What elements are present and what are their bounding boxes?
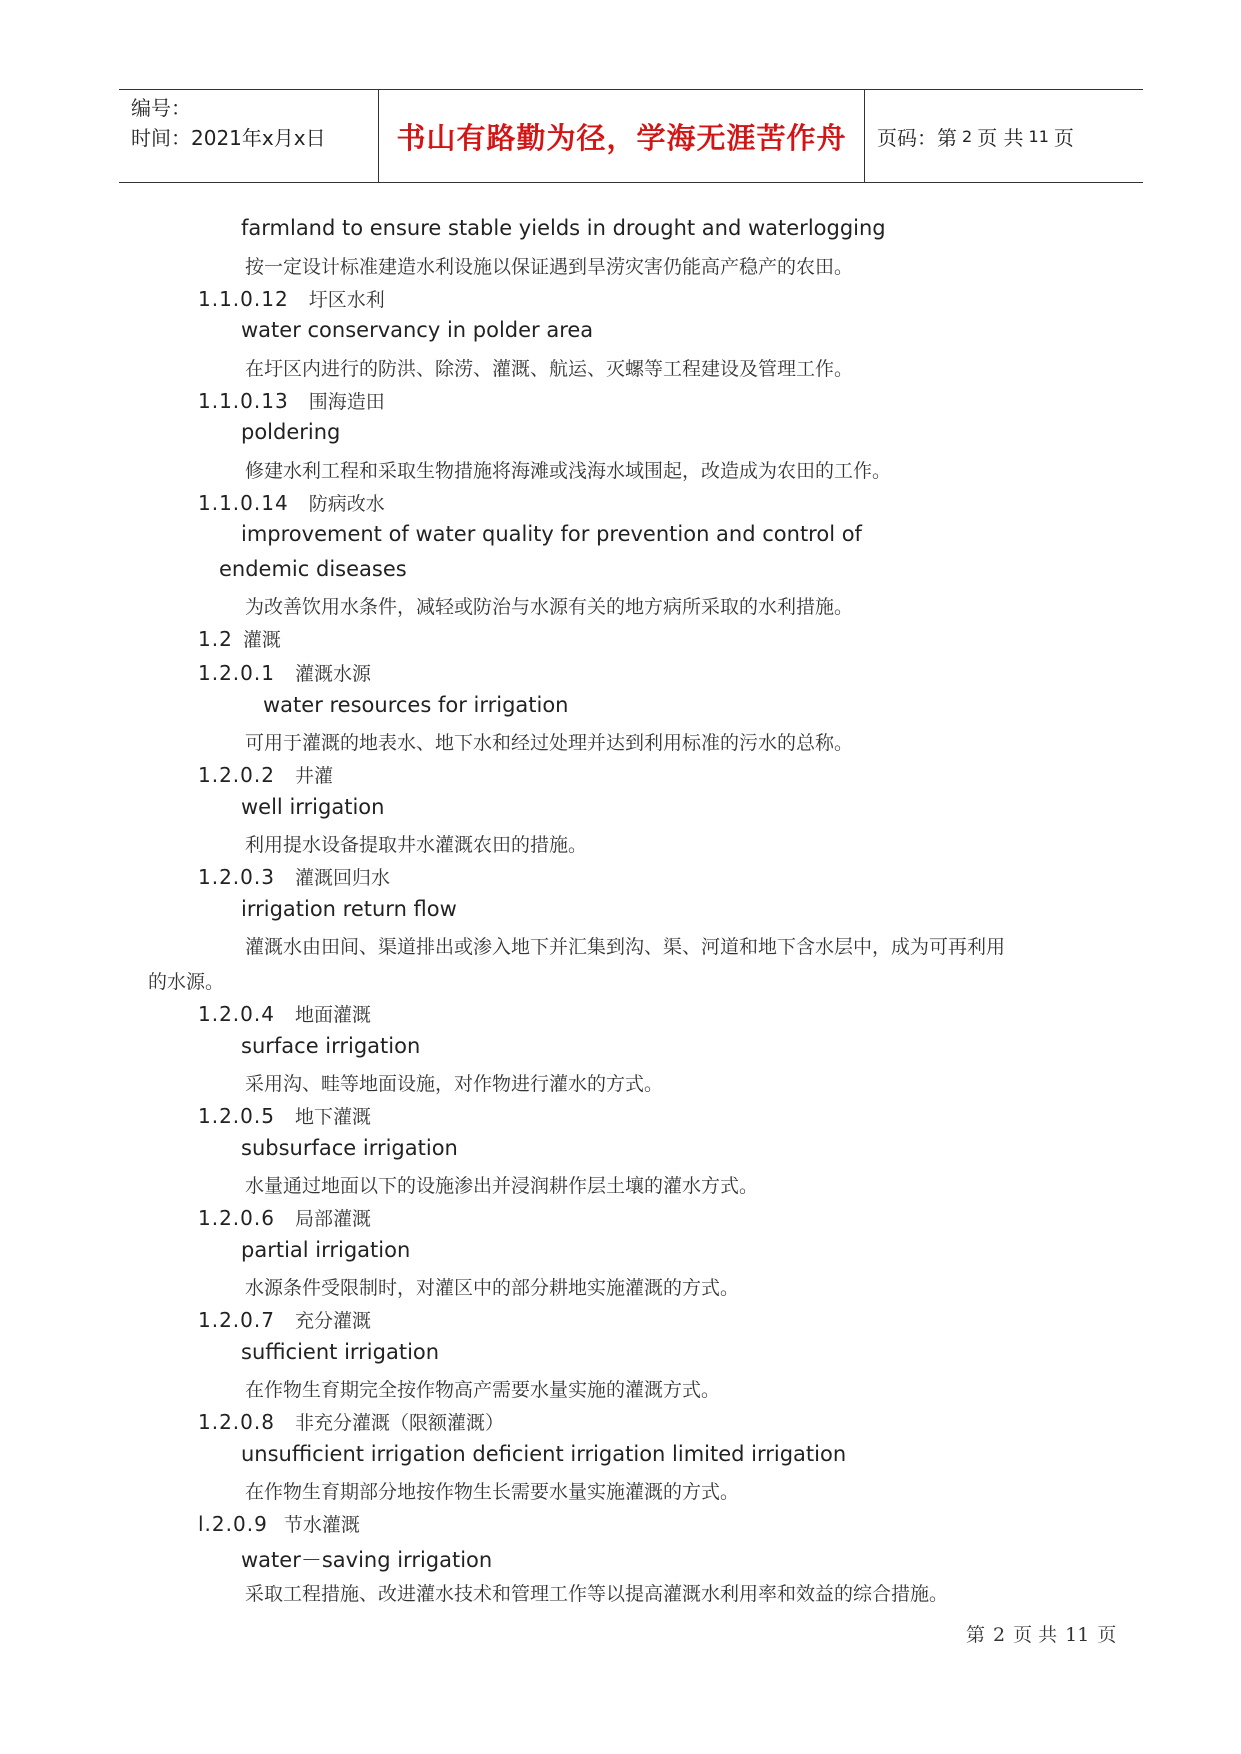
term-number: 1.2.0.4 [198,1002,275,1026]
footer-suffix: 页 [1097,1624,1117,1646]
header-motto: 书山有路勤为径，学海无涯苦作舟 [378,90,865,182]
term-chinese: 防病改水 [308,493,385,515]
term-heading [198,387,385,414]
term-chinese: 地下灌溉 [294,1106,371,1128]
term-chinese: 圩区水利 [308,289,385,311]
term-heading [198,1408,504,1435]
term-number: 1.2.0.6 [198,1206,275,1230]
section-number: 1.2 [198,627,233,651]
term-heading [198,489,385,516]
doc-time-label: 时间：2021年x月x日 [131,126,326,150]
term-number: l.2.0.9 [198,1512,268,1536]
term-heading [198,1204,371,1231]
term-number: 1.1.0.12 [198,287,289,311]
term-chinese: 井灌 [294,765,333,787]
term-chinese: 节水灌溉 [283,1514,360,1536]
term-definition: 为改善饮用水条件，减轻或防治与水源有关的地方病所采取的水利措施。 [245,596,854,618]
term-heading [198,1510,360,1537]
term-chinese: 充分灌溉 [294,1310,371,1332]
term-english-cont: endemic diseases [219,557,407,581]
term-english: surface irrigation [241,1034,421,1058]
term-chinese: 围海造田 [308,391,385,413]
term-chinese: 非充分灌溉（限额灌溉） [294,1412,504,1434]
term-english: irrigation return flow [241,897,457,921]
section-title: 灌溉 [242,629,281,651]
term-english: water resources for irrigation [263,693,569,717]
term-chinese: 灌溉回归水 [294,867,390,889]
term-english: well irrigation [241,795,385,819]
term-chinese: 局部灌溉 [294,1208,371,1230]
term-heading [198,1306,371,1333]
term-english: subsurface irrigation [241,1136,458,1160]
footer-mid: 页 共 [1013,1624,1058,1646]
term-definition: 采取工程措施、改进灌水技术和管理工作等以提高灌溉水利用率和效益的综合措施。 [245,1583,949,1605]
page-label: 页码：第 [877,125,957,150]
term-definition: 在圩区内进行的防洪、除涝、灌溉、航运、灭螺等工程建设及管理工作。 [245,358,854,380]
term-definition: 按一定设计标准建造水利设施以保证遇到旱涝灾害仍能高产稳产的农田。 [245,256,854,278]
term-number: 1.2.0.3 [198,865,275,889]
term-english: partial irrigation [241,1238,411,1262]
term-definition: 水量通过地面以下的设施渗出并浸润耕作层土壤的灌水方式。 [245,1175,759,1197]
term-definition: 灌溉水由田间、渠道排出或渗入地下并汇集到沟、渠、河道和地下含水层中，成为可再利用 [245,936,1006,958]
page-total: 11 [1028,126,1049,146]
page-footer [966,1620,1116,1647]
term-english: farmland to ensure stable yields in drought and waterlogging [241,216,886,240]
footer-prefix: 第 [966,1624,986,1646]
term-english: unsufficient irrigation deficient irrigation limited irrigation [241,1442,847,1466]
term-definition: 利用提水设备提取井水灌溉农田的措施。 [245,834,588,856]
term-heading [198,1000,371,1027]
term-number: 1.2.0.2 [198,763,275,787]
term-heading [198,761,333,788]
term-english: water－saving irrigation [241,1548,493,1572]
term-number: 1.1.0.14 [198,491,289,515]
term-number: 1.2.0.8 [198,1410,275,1434]
term-definition: 修建水利工程和采取生物措施将海滩或浅海水域围起，改造成为农田的工作。 [245,460,892,482]
footer-page-total: 11 [1065,1624,1090,1646]
term-definition: 采用沟、畦等地面设施，对作物进行灌水的方式。 [245,1073,664,1095]
term-english: improvement of water quality for prevention and control of [241,522,862,546]
page-number: 2 [962,126,973,146]
term-number: 1.2.0.5 [198,1104,275,1128]
term-definition: 在作物生育期完全按作物高产需要水量实施的灌溉方式。 [245,1379,721,1401]
term-chinese: 灌溉水源 [294,663,371,685]
term-definition: 水源条件受限制时，对灌区中的部分耕地实施灌溉的方式。 [245,1277,740,1299]
term-number: 1.2.0.7 [198,1308,275,1332]
term-heading [198,659,371,686]
term-heading [198,863,390,890]
term-definition-cont: 的水源。 [148,971,225,993]
term-english: water conservancy in polder area [241,318,594,342]
term-heading [198,285,385,312]
page-mid-label: 页 共 [977,125,1024,150]
term-number: 1.2.0.1 [198,661,275,685]
doc-number-label: 编号： [131,96,191,120]
term-number: 1.1.0.13 [198,389,289,413]
page-end-label: 页 [1053,125,1074,150]
term-heading [198,1102,371,1129]
term-english: sufficient irrigation [241,1340,440,1364]
term-english: poldering [241,420,341,444]
term-definition: 在作物生育期部分地按作物生长需要水量实施灌溉的方式。 [245,1481,740,1503]
section-heading [198,625,281,652]
footer-page-number: 2 [993,1624,1006,1646]
term-definition: 可用于灌溉的地表水、地下水和经过处理并达到利用标准的污水的总称。 [245,732,854,754]
term-chinese: 地面灌溉 [294,1004,371,1026]
